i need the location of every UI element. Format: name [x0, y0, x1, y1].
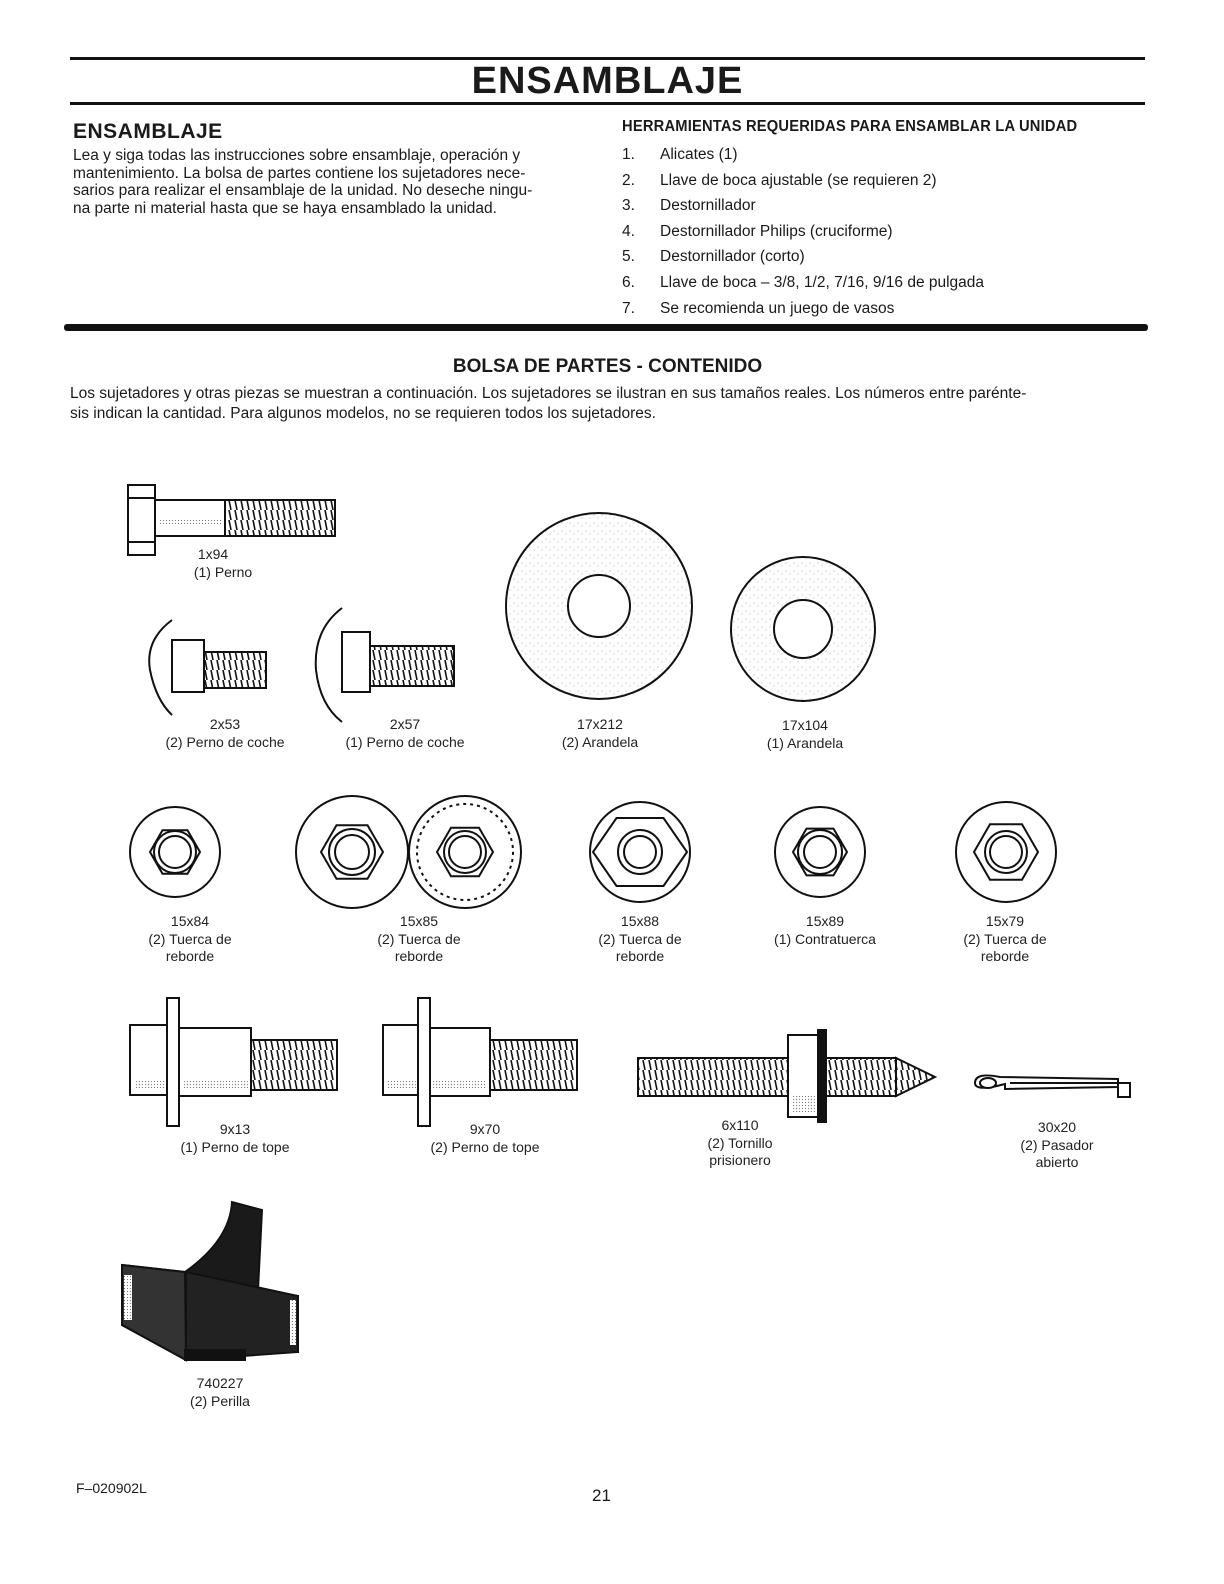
cotter-pin-30x20-icon [975, 1075, 1130, 1097]
tool-text: Destornillador [660, 197, 756, 215]
part-caption-9x70 [410, 1121, 560, 1156]
assembly-line: sarios para realizar el ensamblaje de la unidad. No deseche ningu- [73, 182, 533, 199]
part-code: 15x85 [399, 913, 439, 929]
part-caption-17x104 [750, 717, 860, 752]
part-code: 1x94 [197, 546, 229, 562]
part-desc: (1) Perno [193, 563, 253, 580]
part-desc: prisionero [709, 1152, 771, 1168]
part-code: 15x89 [805, 913, 845, 929]
part-code: 15x88 [620, 913, 660, 929]
shoulder-bolt-9x13-icon [130, 998, 337, 1126]
part-desc: (1) Contratuerca [774, 930, 876, 947]
part-code: 30x20 [1037, 1119, 1077, 1135]
flange-nut-15x88-icon [590, 802, 690, 902]
bolt-1x94-icon [128, 485, 335, 555]
part-code: 740227 [196, 1375, 244, 1391]
tool-text: Llave de boca – 3/8, 1/2, 7/16, 9/16 de pulgada [660, 273, 985, 291]
tool-text: Destornillador Philips (cruciforme) [660, 222, 893, 240]
part-desc: (2) Pasador [1020, 1136, 1094, 1153]
part-desc: (2) Tuerca de [963, 930, 1047, 947]
intro-line: sis indican la cantidad. Para algunos modelos, no se requieren todos los sujetadores. [70, 405, 656, 422]
part-code: 2x57 [389, 716, 421, 732]
part-caption-2x57 [325, 716, 485, 751]
part-caption-1x94 [168, 546, 278, 581]
washer-17x104-icon [731, 557, 875, 701]
tool-text: Se recomienda un juego de vasos [660, 299, 895, 317]
part-caption-2x53 [145, 716, 305, 751]
intro-line: Los sujetadores y otras piezas se muestran a continuación. Los sujetadores se ilustran en sus tamaños reales. Los números entre parénte- [70, 385, 1027, 402]
tool-number: 7. [622, 299, 635, 317]
part-code: 6x110 [721, 1117, 759, 1133]
tool-text: Llave de boca ajustable (se requieren 2) [660, 171, 937, 189]
document-code: F–020902L [76, 1480, 147, 1496]
part-code: 15x84 [170, 913, 210, 929]
part-desc: (2) Perno de coche [165, 733, 285, 750]
part-caption-30x20 [1007, 1119, 1107, 1172]
part-caption-740227 [170, 1375, 270, 1410]
part-desc: (1) Perno de coche [345, 733, 465, 750]
washer-17x212-icon [506, 513, 692, 699]
part-desc: reborde [615, 948, 665, 964]
tool-number: 3. [622, 197, 635, 215]
assembly-heading: ENSAMBLAJE [73, 120, 223, 143]
parts-bag-heading: BOLSA DE PARTES - CONTENIDO [452, 356, 763, 377]
tool-number: 6. [622, 273, 635, 291]
tools-heading: HERRAMIENTAS REQUERIDAS PARA ENSAMBLAR LA UNIDAD [622, 118, 1078, 135]
part-caption-9x13 [160, 1121, 310, 1156]
carriage-bolt-2x53-icon [149, 620, 266, 715]
part-desc: (1) Arandela [766, 734, 844, 751]
part-desc: (2) Tornillo [707, 1134, 773, 1151]
part-desc: reborde [980, 948, 1030, 964]
page-title: ENSAMBLAJE [471, 60, 744, 102]
lock-nut-15x89-icon [775, 807, 865, 897]
assembly-line: na parte ni material hasta que se haya ensamblado la unidad. [73, 199, 497, 217]
part-code: 9x13 [219, 1121, 251, 1137]
part-desc: (2) Tuerca de [377, 930, 461, 947]
flange-nut-15x85-icon [296, 796, 521, 908]
part-code: 17x212 [577, 716, 623, 732]
part-code: 9x70 [469, 1121, 501, 1137]
part-caption-15x85 [364, 913, 474, 966]
part-desc: (2) Perilla [190, 1392, 250, 1409]
assembly-line: mantenimiento. La bolsa de partes contiene los sujetadores nece- [73, 164, 526, 182]
tool-text: Alicates (1) [660, 146, 738, 163]
part-caption-6x110 [690, 1117, 790, 1170]
part-desc: (2) Arandela [561, 733, 639, 750]
part-code: 17x104 [782, 717, 828, 733]
flange-nut-15x79-icon [956, 802, 1056, 902]
tool-text: Destornillador (corto) [660, 248, 805, 266]
assembly-line: Lea y siga todas las instrucciones sobre ensamblaje, operación y [73, 147, 521, 164]
tool-number: 5. [622, 248, 635, 266]
tool-number: 4. [622, 222, 635, 240]
part-desc: (2) Tuerca de [148, 930, 232, 947]
part-desc: (2) Tuerca de [598, 930, 682, 947]
part-desc: abierto [1035, 1154, 1079, 1170]
part-desc: (1) Perno de tope [180, 1138, 290, 1155]
shoulder-bolt-9x70-icon [383, 998, 577, 1126]
tool-number: 2. [622, 171, 635, 189]
carriage-bolt-2x57-icon [316, 608, 454, 722]
part-desc: reborde [394, 948, 444, 964]
part-caption-15x84 [135, 913, 245, 966]
part-caption-15x88 [585, 913, 695, 966]
set-screw-6x110-icon [638, 1030, 935, 1122]
part-caption-15x79 [950, 913, 1060, 966]
knob-740227-icon [122, 1202, 298, 1360]
part-desc: (2) Perno de tope [430, 1138, 540, 1155]
part-code: 15x79 [985, 913, 1025, 929]
tool-number: 1. [622, 146, 635, 163]
part-desc: reborde [165, 948, 215, 964]
flange-nut-15x84-icon [130, 807, 220, 897]
part-caption-17x212 [545, 716, 655, 751]
part-caption-15x89 [760, 913, 890, 948]
page-number: 21 [592, 1486, 611, 1505]
part-code: 2x53 [209, 716, 241, 732]
